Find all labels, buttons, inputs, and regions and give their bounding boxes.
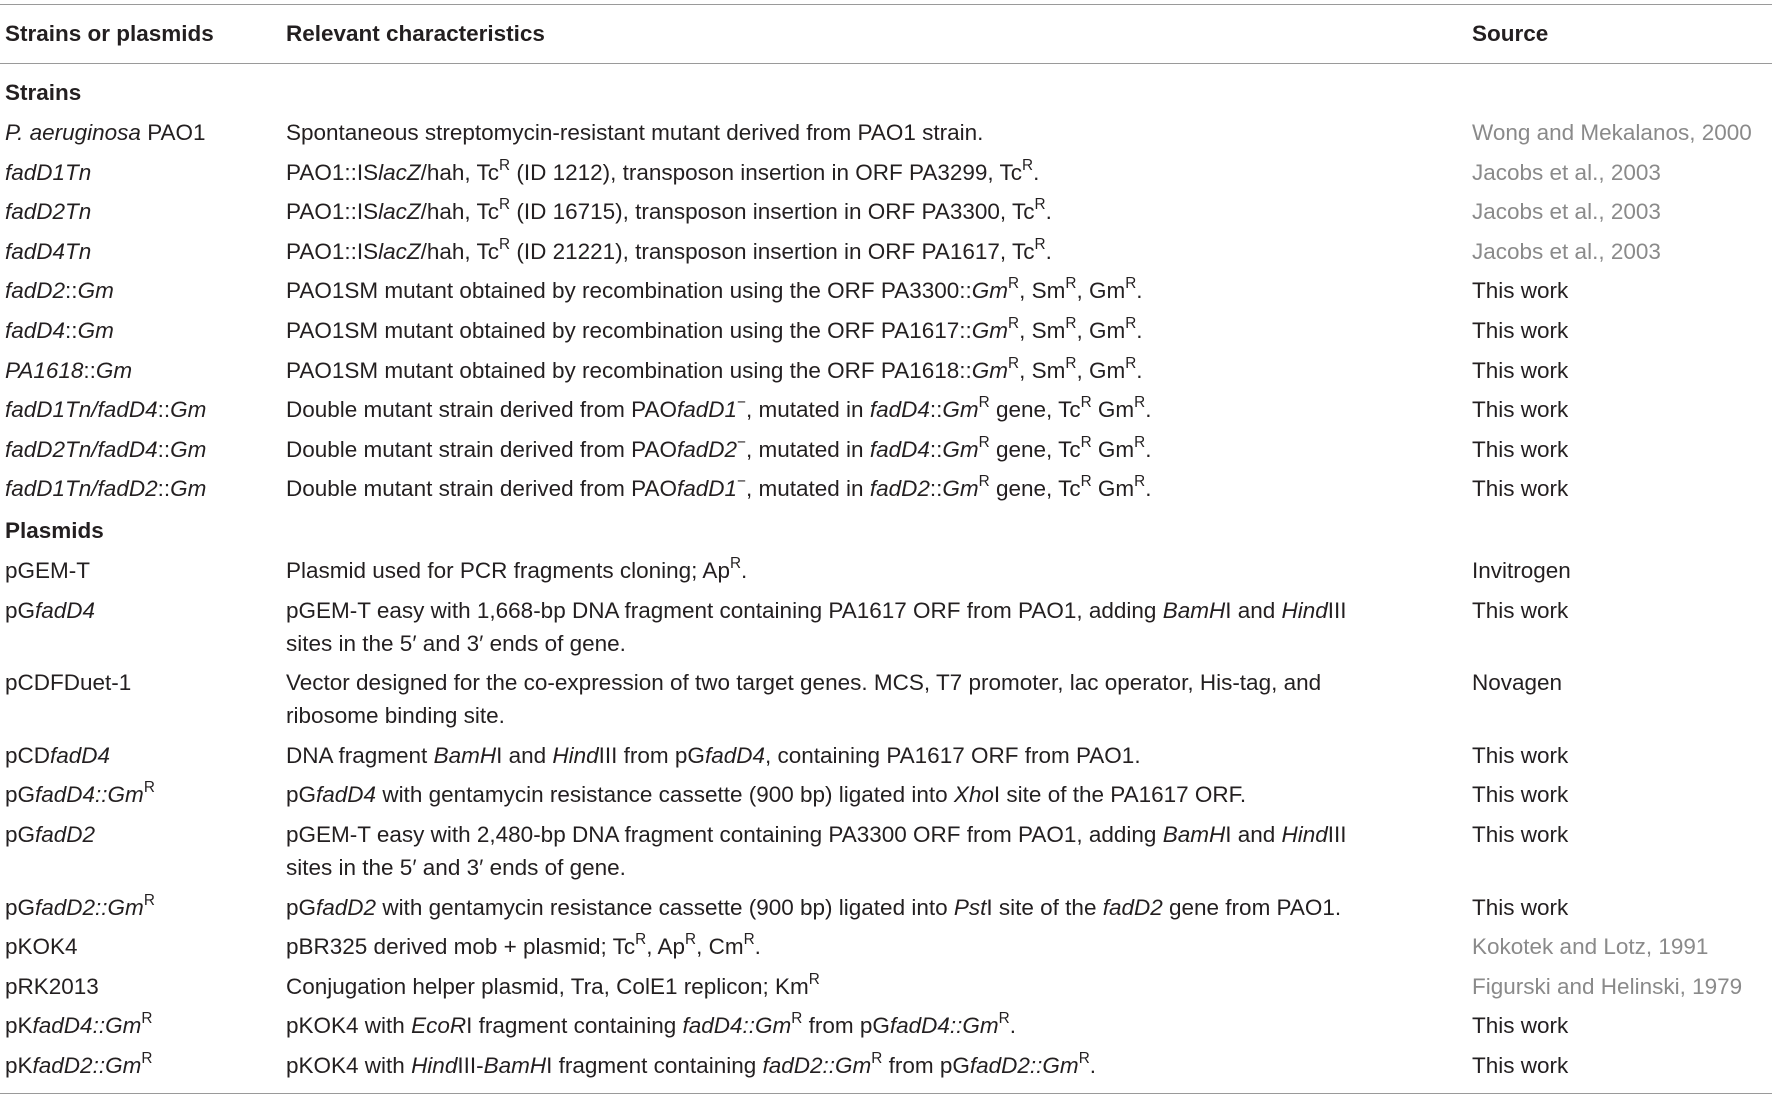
row-characteristics: PAO1SM mutant obtained by recombination using the ORF $PA1618::Gm^R$, $Sm^R$, $Gm^R$. bbox=[286, 354, 1143, 383]
row-source: This work bbox=[1472, 278, 1569, 304]
row-source: Novagen bbox=[1472, 670, 1563, 696]
row-characteristics: Spontaneous streptomycin-resistant mutant derived from PAO1 strain. bbox=[286, 120, 984, 145]
row-name: pCDfadD4 bbox=[5, 742, 111, 768]
row-characteristics: pGfadD2 with gentamycin resistance cassette (900 bp) ligated into PstI site of the fadD2 gene from PAO1. bbox=[286, 894, 1342, 920]
row-name: pGfadD4 bbox=[5, 597, 96, 623]
row-name: pRK2013 bbox=[5, 973, 99, 999]
section-title-strains: Strains bbox=[5, 80, 82, 105]
row-source-link[interactable]: Jacobs et al., 2003 bbox=[1472, 238, 1661, 264]
row-name: P. aeruginosa PAO1 bbox=[5, 120, 206, 145]
row-name: $pGfadD4::Gm^R$ bbox=[5, 779, 155, 808]
section-title-plasmids: Plasmids bbox=[5, 518, 104, 543]
row-characteristics: PAO1::ISlacZ/hah, $Tc^R$ (ID 16715), transposon insertion in ORF PA3300, $Tc^R$. bbox=[286, 196, 1052, 225]
row-characteristics: PAO1SM mutant obtained by recombination using the ORF $PA1617::Gm^R$, $Sm^R$, $Gm^R$. bbox=[286, 314, 1143, 343]
row-name: pGfadD2 bbox=[5, 822, 96, 847]
row-name: fadD2Tn bbox=[5, 199, 92, 225]
row-source-link[interactable]: Wong and Mekalanos, 2000 bbox=[1472, 120, 1752, 145]
row-characteristics: DNA fragment BamHI and HindIII from pGfadD4, containing PA1617 ORF from PAO1. bbox=[286, 742, 1141, 768]
row-source-link[interactable]: Jacobs et al., 2003 bbox=[1472, 159, 1661, 185]
header-bottom-rule bbox=[0, 63, 1772, 64]
row-source: This work bbox=[1472, 597, 1569, 623]
table-top-rule bbox=[0, 4, 1772, 5]
row-source-link[interactable]: Figurski and Helinski, 1979 bbox=[1472, 973, 1743, 999]
row-characteristics: Vector designed for the co-expression of two target genes. MCS, T7 promoter, lac operator, His-tag, and bbox=[286, 670, 1322, 696]
row-source: This work bbox=[1472, 436, 1569, 462]
row-name: fadD1Tn/fadD4::Gm bbox=[5, 397, 207, 423]
row-name: PA1618::Gm bbox=[5, 357, 133, 383]
row-name: fadD1Tn/fadD2::Gm bbox=[5, 476, 207, 502]
row-source-link[interactable]: Jacobs et al., 2003 bbox=[1472, 199, 1661, 225]
row-name: fadD2Tn/fadD4::Gm bbox=[5, 436, 207, 462]
row-source: This work bbox=[1472, 1013, 1569, 1039]
row-characteristics: Double mutant strain derived from PAOfadD2−, mutated in $fadD4::Gm^R$ gene, $Tc^R$ $Gm^R$. bbox=[286, 433, 1152, 462]
row-source: This work bbox=[1472, 822, 1569, 847]
row-name: fadD2::Gm bbox=[5, 278, 114, 304]
row-characteristics: pGEM-T easy with 2,480-bp DNA fragment containing PA3300 ORF from PAO1, adding BamHI and HindIII bbox=[286, 822, 1347, 847]
table-bottom-rule bbox=[0, 1093, 1772, 1094]
row-characteristics: Double mutant strain derived from PAOfadD1−, mutated in $fadD2::Gm^R$ gene, $Tc^R$ $Gm^R$. bbox=[286, 473, 1152, 502]
row-source: This work bbox=[1472, 397, 1569, 423]
row-characteristics: sites in the 5′ and 3′ ends of gene. bbox=[286, 855, 626, 880]
header-col-characteristics: Relevant characteristics bbox=[286, 21, 545, 46]
row-characteristics: Plasmid used for PCR fragments cloning; $Ap^R$. bbox=[286, 554, 748, 583]
row-name: $pGfadD2::Gm^R$ bbox=[5, 891, 155, 920]
row-source: Invitrogen bbox=[1472, 558, 1571, 583]
row-characteristics: ribosome binding site. bbox=[286, 703, 505, 729]
row-source: This work bbox=[1472, 742, 1569, 768]
row-characteristics: Conjugation helper plasmid, Tra, ColE1 replicon; $Km^R$ bbox=[286, 970, 820, 999]
row-name: pGEM-T bbox=[5, 558, 91, 583]
row-name: pKOK4 bbox=[5, 934, 78, 960]
row-characteristics: PAO1::ISlacZ/hah, $Tc^R$ (ID 1212), transposon insertion in ORF PA3299, $Tc^R$. bbox=[286, 156, 1040, 185]
row-name: fadD1Tn bbox=[5, 159, 92, 185]
row-characteristics: Double mutant strain derived from PAOfadD1−, mutated in $fadD4::Gm^R$ gene, $Tc^R$ $Gm^R$. bbox=[286, 394, 1152, 423]
header-col-source: Source bbox=[1472, 21, 1549, 46]
row-source: This work bbox=[1472, 476, 1569, 502]
row-source: This work bbox=[1472, 894, 1569, 920]
row-name: fadD4::Gm bbox=[5, 318, 114, 343]
row-characteristics: pKOK4 with HindIII-BamHI fragment containing $fadD2::Gm^R$ from $pGfadD2::Gm^R$. bbox=[286, 1049, 1097, 1078]
row-name: pCDFDuet-1 bbox=[5, 670, 132, 696]
row-source: This work bbox=[1472, 1053, 1569, 1078]
row-characteristics: PAO1SM mutant obtained by recombination using the ORF $PA3300::Gm^R$, $Sm^R$, $Gm^R$. bbox=[286, 275, 1143, 304]
row-source-link[interactable]: Kokotek and Lotz, 1991 bbox=[1472, 934, 1709, 960]
row-source: This work bbox=[1472, 782, 1569, 808]
row-characteristics: pBR325 derived mob + plasmid; $Tc^R$, $Ap^R$, $Cm^R$. bbox=[286, 931, 761, 960]
row-characteristics: pGfadD4 with gentamycin resistance cassette (900 bp) ligated into XhoI site of the PA1617 ORF. bbox=[286, 782, 1247, 808]
row-characteristics: pKOK4 with EcoRI fragment containing $fadD4::Gm^R$ from $pGfadD4::Gm^R$. bbox=[286, 1010, 1016, 1039]
row-source: This work bbox=[1472, 318, 1569, 343]
header-col-strains: Strains or plasmids bbox=[5, 21, 214, 46]
row-characteristics: PAO1::ISlacZ/hah, $Tc^R$ (ID 21221), transposon insertion in ORF PA1617, $Tc^R$. bbox=[286, 235, 1052, 264]
row-source: This work bbox=[1472, 357, 1569, 383]
row-name: $pKfadD2::Gm^R$ bbox=[5, 1049, 153, 1078]
row-characteristics: pGEM-T easy with 1,668-bp DNA fragment containing PA1617 ORF from PAO1, adding BamHI and HindIII bbox=[286, 597, 1347, 623]
row-characteristics: sites in the 5′ and 3′ ends of gene. bbox=[286, 630, 626, 656]
row-name: fadD4Tn bbox=[5, 238, 92, 264]
row-name: $pKfadD4::Gm^R$ bbox=[5, 1010, 153, 1039]
